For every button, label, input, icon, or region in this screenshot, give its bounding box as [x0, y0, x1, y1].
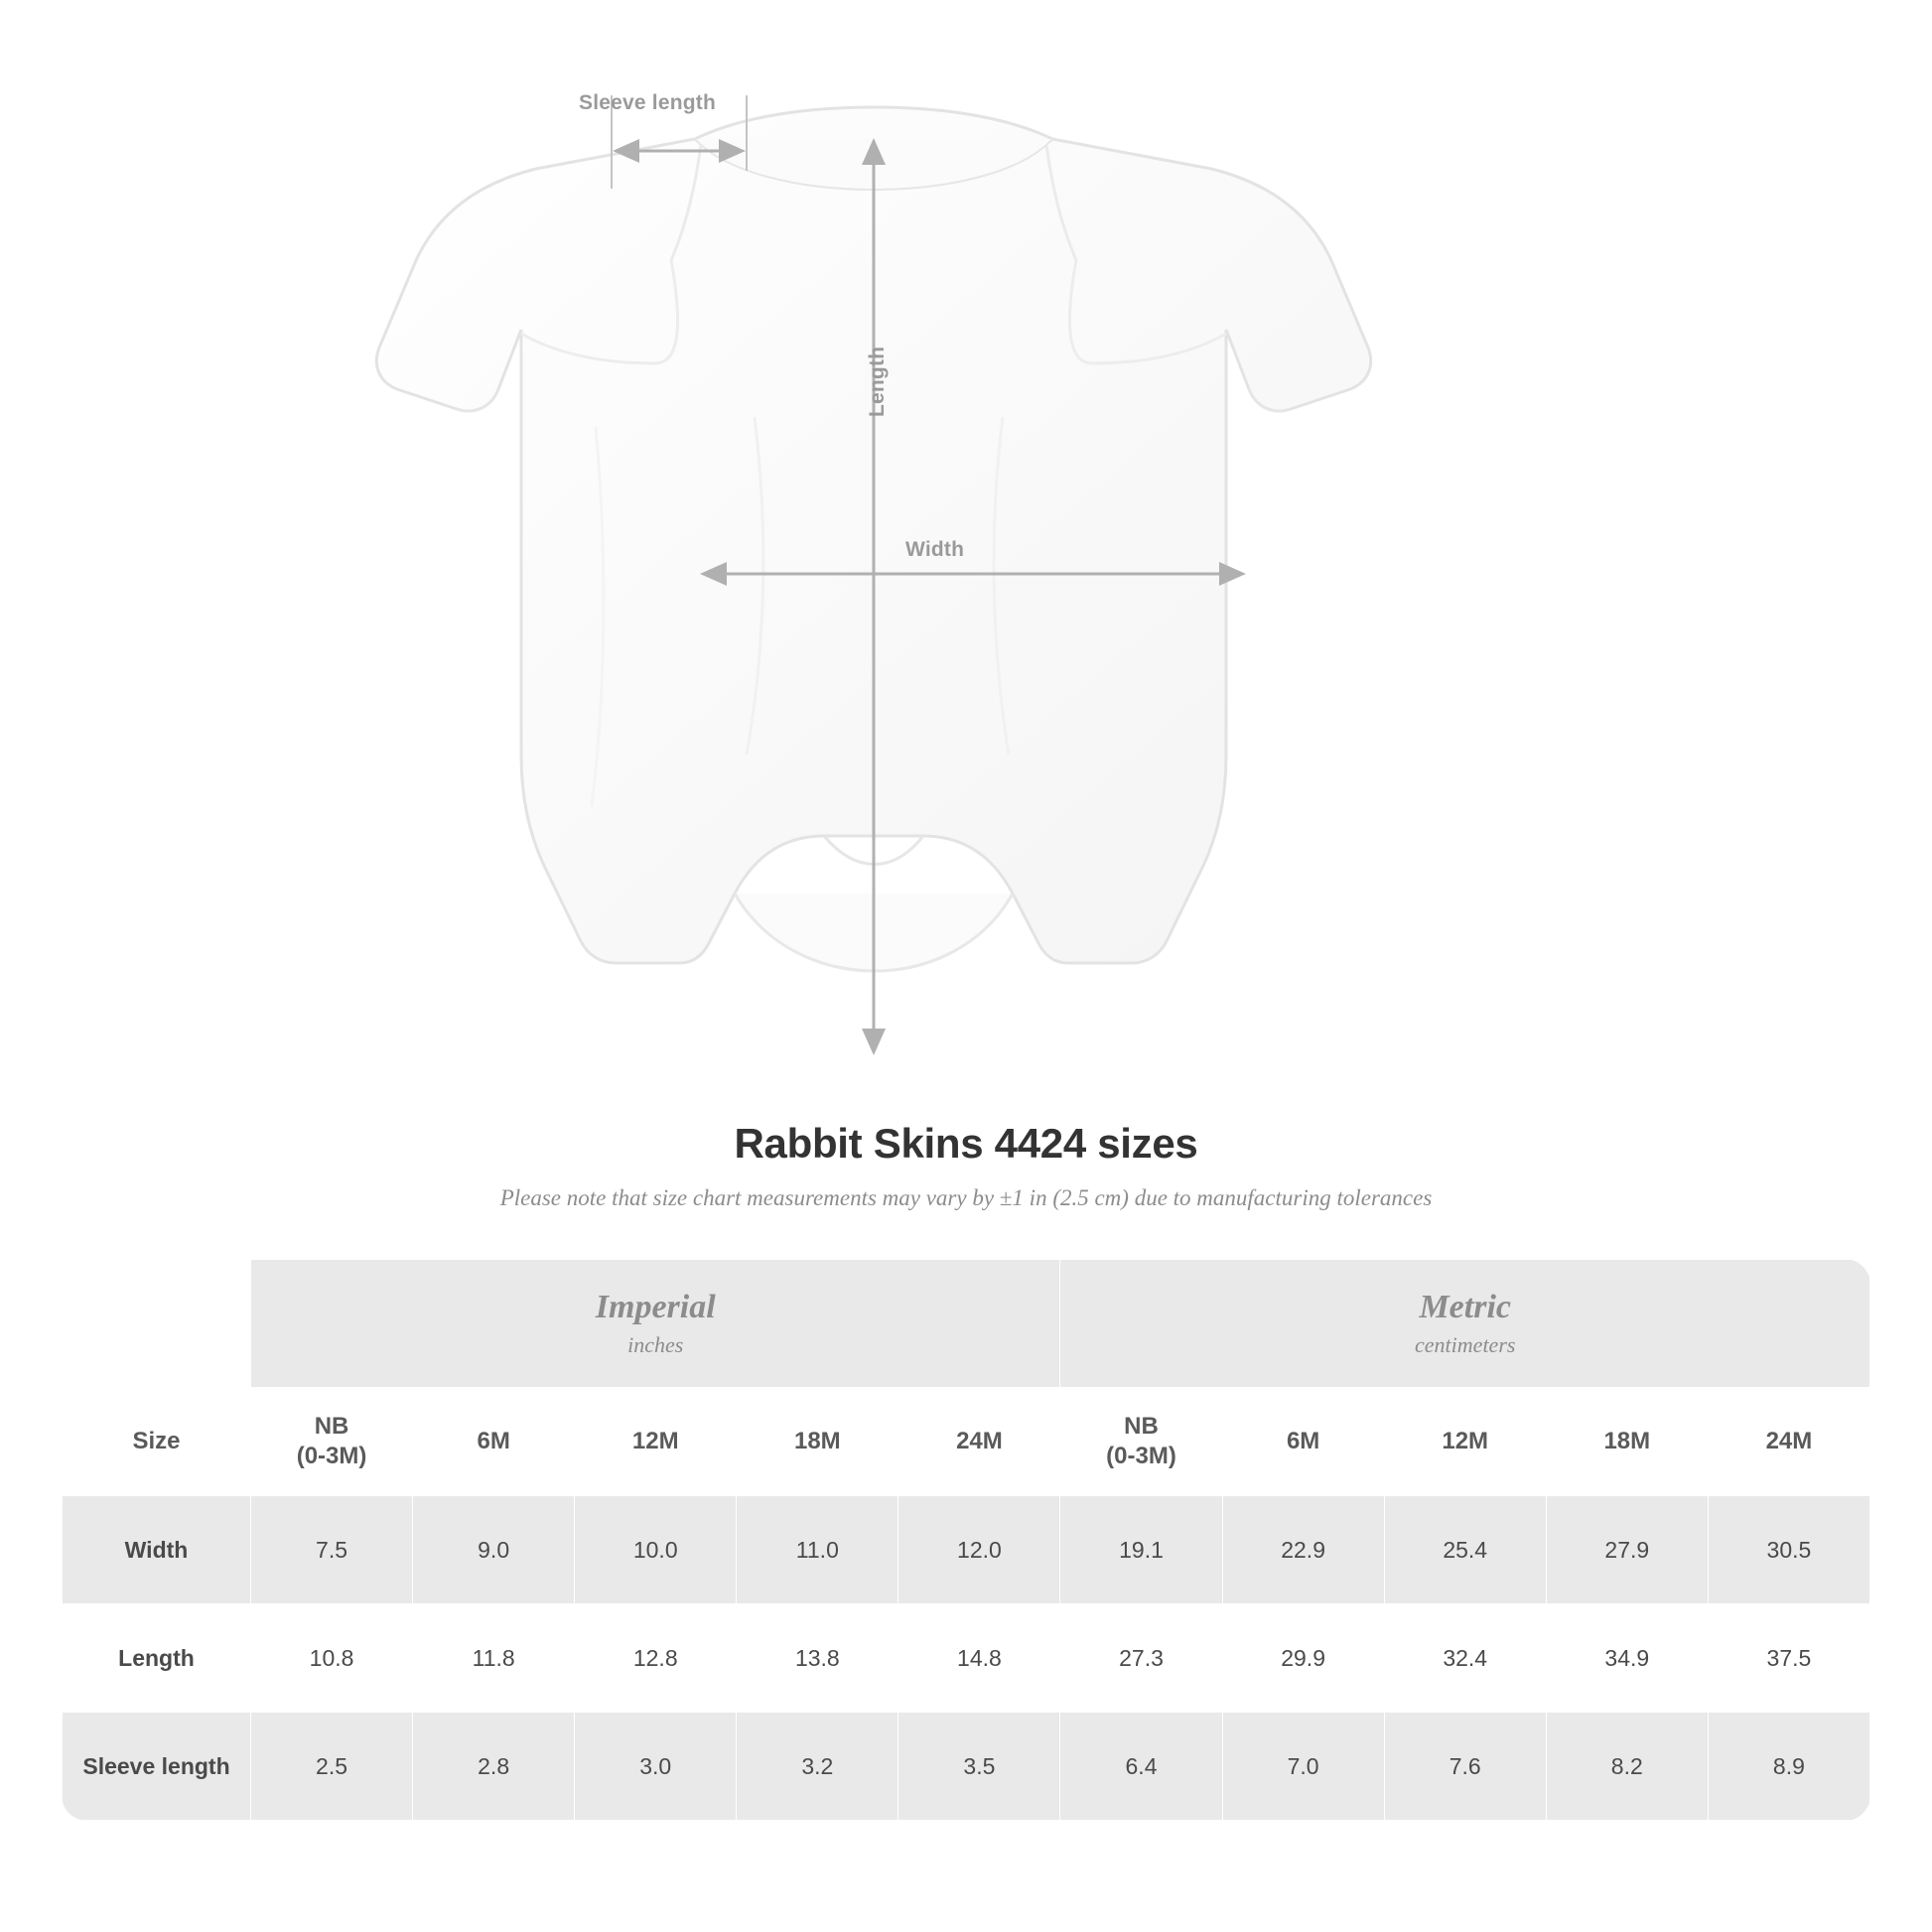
cell-width-12m-cm: 25.4 [1384, 1496, 1546, 1604]
cell-sleeve-6m-in: 2.8 [413, 1713, 575, 1821]
size-header-label: Size [63, 1388, 251, 1496]
cell-sleeve-18m-in: 3.2 [737, 1713, 898, 1821]
sleeve-length-label: Sleeve length [579, 91, 716, 114]
column-header-24m-imperial: 24M [898, 1388, 1060, 1496]
page-subtitle: Please note that size chart measurements may vary by ±1 in (2.5 cm) due to manufacturing tolerances [499, 1185, 1433, 1210]
cell-length-nb-in: 10.8 [251, 1604, 413, 1713]
cell-width-18m-in: 11.0 [737, 1496, 898, 1604]
column-header-line2: (0-3M) [296, 1443, 367, 1469]
column-header-nb-imperial [251, 1388, 413, 1496]
cell-length-18m-cm: 34.9 [1546, 1604, 1708, 1713]
cell-sleeve-12m-cm: 7.6 [1384, 1713, 1546, 1821]
cell-sleeve-nb-in: 2.5 [251, 1713, 413, 1821]
cell-sleeve-nb-cm: 6.4 [1060, 1713, 1222, 1821]
cell-length-18m-in: 13.8 [737, 1604, 898, 1713]
column-header-18m-imperial: 18M [737, 1388, 898, 1496]
table-row [63, 1713, 1870, 1821]
cell-sleeve-24m-in: 3.5 [898, 1713, 1060, 1821]
cell-width-nb-cm: 19.1 [1060, 1496, 1222, 1604]
cell-width-24m-in: 12.0 [898, 1496, 1060, 1604]
column-header-12m-imperial: 12M [575, 1388, 737, 1496]
row-label-sleeve-length: Sleeve length [63, 1713, 251, 1821]
table-row [63, 1496, 1870, 1604]
size-table [62, 1259, 1870, 1821]
cell-length-12m-in: 12.8 [575, 1604, 737, 1713]
column-header-18m-metric: 18M [1546, 1388, 1708, 1496]
column-header-line1: NB [1124, 1413, 1159, 1440]
cell-sleeve-12m-in: 3.0 [575, 1713, 737, 1821]
unit-header-spacer [63, 1260, 251, 1388]
unit-name-imperial: Imperial [595, 1289, 716, 1325]
cell-length-12m-cm: 32.4 [1384, 1604, 1546, 1713]
cell-width-6m-in: 9.0 [413, 1496, 575, 1604]
cell-length-nb-cm: 27.3 [1060, 1604, 1222, 1713]
column-header-nb-metric [1060, 1388, 1222, 1496]
row-label-width: Width [63, 1496, 251, 1604]
title-block [0, 1120, 1932, 1211]
page-title: Rabbit Skins 4424 sizes [734, 1120, 1198, 1167]
cell-width-18m-cm: 27.9 [1546, 1496, 1708, 1604]
size-table-container [62, 1259, 1870, 1821]
length-label: Length [866, 345, 889, 417]
cell-length-24m-in: 14.8 [898, 1604, 1060, 1713]
width-label: Width [905, 538, 965, 561]
column-header-24m-metric: 24M [1708, 1388, 1869, 1496]
cell-length-6m-cm: 29.9 [1222, 1604, 1384, 1713]
cell-sleeve-18m-cm: 8.2 [1546, 1713, 1708, 1821]
column-header-line2: (0-3M) [1106, 1443, 1176, 1469]
cell-width-6m-cm: 22.9 [1222, 1496, 1384, 1604]
column-header-line1: NB [314, 1413, 349, 1440]
unit-name-metric: Metric [1419, 1289, 1511, 1325]
cell-width-nb-in: 7.5 [251, 1496, 413, 1604]
column-header-12m-metric: 12M [1384, 1388, 1546, 1496]
unit-header-imperial [251, 1260, 1060, 1388]
unit-header-row [63, 1260, 1870, 1388]
cell-width-24m-cm: 30.5 [1708, 1496, 1869, 1604]
size-header-row [63, 1388, 1870, 1496]
cell-length-24m-cm: 37.5 [1708, 1604, 1869, 1713]
cell-sleeve-6m-cm: 7.0 [1222, 1713, 1384, 1821]
unit-sub-metric: centimeters [1415, 1332, 1516, 1357]
cell-width-12m-in: 10.0 [575, 1496, 737, 1604]
column-header-6m-imperial: 6M [413, 1388, 575, 1496]
unit-sub-imperial: inches [627, 1332, 684, 1357]
cell-length-6m-in: 11.8 [413, 1604, 575, 1713]
column-header-6m-metric: 6M [1222, 1388, 1384, 1496]
cell-sleeve-24m-cm: 8.9 [1708, 1713, 1869, 1821]
row-label-length: Length [63, 1604, 251, 1713]
unit-header-metric [1060, 1260, 1870, 1388]
table-row [63, 1604, 1870, 1713]
